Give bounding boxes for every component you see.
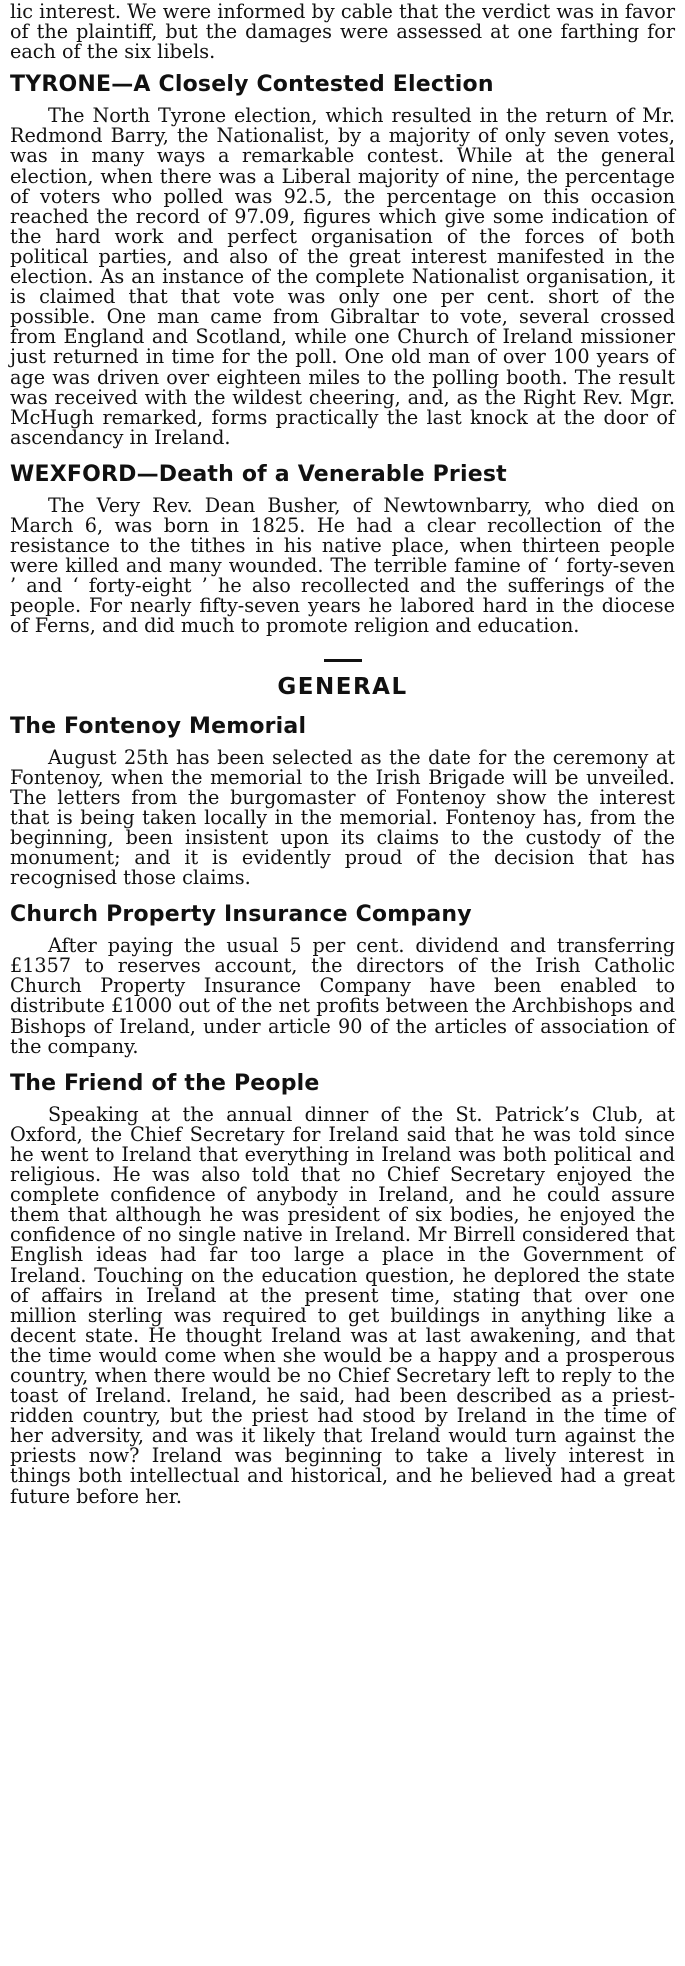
wexford-heading: WEXFORD—Death of a Venerable Priest (10, 461, 507, 487)
church-property-heading: Church Property Insurance Company (10, 902, 472, 928)
church-property-paragraph: After paying the usual 5 per cent. dividend and transferring £1357 to reserves account, the directors of the Irish Catholic Church Property Insurance Company have been enabled to distribute £1000 out of the net profits between the Archbishops and Bishops of Ireland, under article 90 of the articles of association of the company. (10, 934, 675, 1058)
section-divider (324, 659, 362, 662)
friend-paragraph: Speaking at the annual dinner of the St. Patrick’s Club, at Oxford, the Chief Secretary for Ireland said that he was told since he went to Ireland that everything in Ireland was both political and religious. He was also told that no Chief Secretary enjoyed the complete confidence of anybody in Ireland, and he could assure them that although he was president of six bodies, he enjoyed the confidence of no single native in Ireland. Mr Birrell considered that English ideas had far too large a place in the Government of Ireland. Touching on the education question, he deplored the state of affairs in Ireland at the present time, stating that over one million sterling was required to get buildings in anything like a decent state. He thought Ireland was at last awakening, and that the time would come when she would be a happy and a prosperous country, when there would be no Chief Secretary left to reply to the toast of Ireland. Ireland, he said, had been described as a priest-ridden country, but the priest had stood by Ireland in the time of her adversity, and was it likely that Ireland would turn against the priests now? Ireland was beginning to take a lively interest in things both intellectual and historical, and he believed had a great future before her. (10, 1102, 675, 1508)
intro-paragraph: lic interest. We were informed by cable that the verdict was in favor of the plaintiff, but the damages were assessed at one farthing for each of the six libels. (10, 0, 675, 64)
tyrone-paragraph: The North Tyrone election, which resulted in the return of Mr. Redmond Barry, the Nationalist, by a majority of only seven votes, was in many ways a remarkable contest. While at the general election, when there was a Liberal majority of nine, the percentage of voters who polled was 92.5, the percentage on this occasion reached the record of 97.09, figures which give some indication of the hard work and perfect organisation of the forces of both political parties, and also of the great interest manifested in the election. As an instance of the complete Nationalist organisation, it is claimed that that vote was only one per cent. short of the possible. One man came from Gibraltar to vote, several crossed from England and Scotland, while one Church of Ireland missioner just returned in time for the poll. One old man of over 100 years of age was driven over eighteen miles to the polling booth. The result was received with the wildest cheering, and, as the Right Rev. Mgr. McHugh remarked, forms practically the last knock at the door of ascendancy in Ireland. (10, 104, 675, 449)
wexford-paragraph: The Very Rev. Dean Busher, of Newtownbarry, who died on March 6, was born in 1825. He had a clear recollection of the resistance to the tithes in his native place, when thirteen people were killed and many wounded. The terrible famine of ‘ forty-seven ’ and ‘ forty-eight ’ he also recollected and the sufferings of the people. For nearly fifty-seven years he labored hard in the diocese of Ferns, and did much to promote religion and education. (10, 493, 675, 638)
fontenoy-paragraph: August 25th has been selected as the date for the ceremony at Fontenoy, when the memorial to the Irish Brigade will be unveiled. The letters from the burgomaster of Fontenoy show the interest that is being taken locally in the memorial. Fontenoy has, from the beginning, been insistent upon its claims to the custody of the monument; and it is evidently proud of the decision that has recognised those claims. (10, 745, 675, 890)
tyrone-heading: TYRONE—A Closely Contested Election (10, 72, 494, 98)
fontenoy-heading: The Fontenoy Memorial (10, 713, 307, 739)
friend-heading: The Friend of the People (10, 1070, 320, 1096)
section-title: GENERAL (277, 673, 408, 700)
